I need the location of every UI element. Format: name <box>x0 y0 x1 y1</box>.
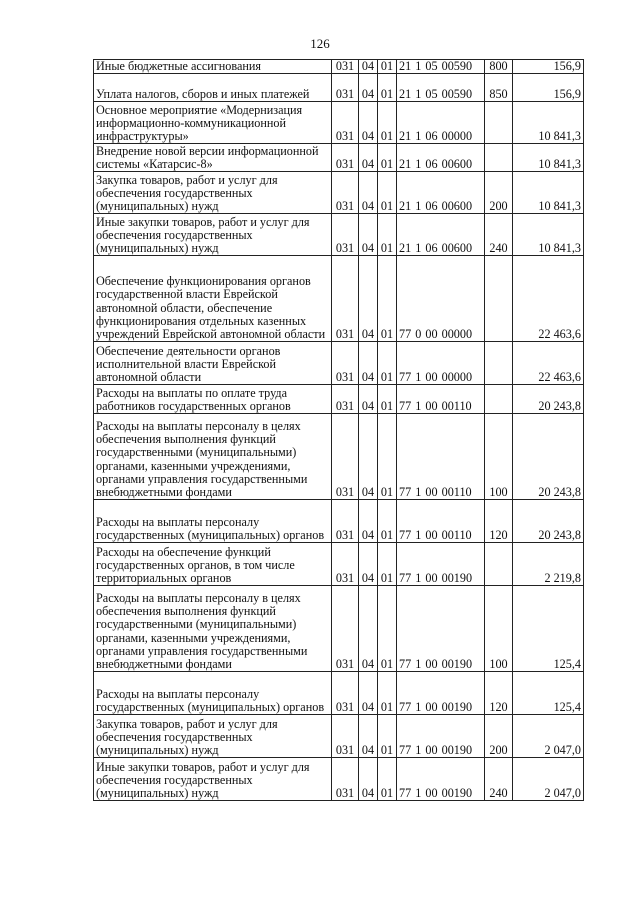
row-expense-type-code: 800 <box>485 60 513 74</box>
row-subsection-code: 01 <box>378 672 397 715</box>
row-target-code: 77 1 00 00190 <box>397 543 485 586</box>
row-target-code: 77 1 00 00110 <box>397 385 485 414</box>
row-expense-type-code <box>485 543 513 586</box>
table-row <box>94 342 584 385</box>
row-amount: 22 463,6 <box>513 256 584 342</box>
row-description: Расходы на обеспечение функций государственных органов, в том числе территориальных органов <box>94 543 332 586</box>
row-amount: 10 841,3 <box>513 102 584 144</box>
row-amount: 10 841,3 <box>513 172 584 214</box>
row-amount: 20 243,8 <box>513 414 584 500</box>
row-ministry-code: 031 <box>332 74 359 102</box>
row-subsection-code: 01 <box>378 102 397 144</box>
row-section-code: 04 <box>359 758 378 801</box>
row-amount: 10 841,3 <box>513 144 584 172</box>
row-target-code: 77 1 00 00110 <box>397 414 485 500</box>
row-section-code: 04 <box>359 586 378 672</box>
row-subsection-code: 01 <box>378 414 397 500</box>
row-ministry-code: 031 <box>332 715 359 758</box>
table-row <box>94 60 584 74</box>
row-expense-type-code <box>485 385 513 414</box>
row-section-code: 04 <box>359 414 378 500</box>
row-expense-type-code: 200 <box>485 715 513 758</box>
row-expense-type-code: 120 <box>485 500 513 543</box>
row-expense-type-code: 850 <box>485 74 513 102</box>
row-amount: 125,4 <box>513 672 584 715</box>
row-subsection-code: 01 <box>378 60 397 74</box>
row-description: Иные закупки товаров, работ и услуг для обеспечения государственных (муниципальных) нужд <box>94 214 332 256</box>
row-description: Основное мероприятие «Модернизация информационно-коммуникационной инфраструктуры» <box>94 102 332 144</box>
row-target-code: 77 1 00 00190 <box>397 715 485 758</box>
row-section-code: 04 <box>359 543 378 586</box>
row-subsection-code: 01 <box>378 74 397 102</box>
row-amount: 156,9 <box>513 74 584 102</box>
row-expense-type-code: 200 <box>485 172 513 214</box>
row-amount: 2 047,0 <box>513 758 584 801</box>
table-row <box>94 172 584 214</box>
row-section-code: 04 <box>359 74 378 102</box>
row-section-code: 04 <box>359 172 378 214</box>
budget-table <box>93 59 584 801</box>
table-row <box>94 74 584 102</box>
row-subsection-code: 01 <box>378 543 397 586</box>
row-expense-type-code: 100 <box>485 586 513 672</box>
row-description: Иные закупки товаров, работ и услуг для обеспечения государственных (муниципальных) нужд <box>94 758 332 801</box>
row-description: Расходы на выплаты персоналу в целях обеспечения выполнения функций государственными (муниципальными) органами, казенными учреждениями, органами управления государственными внебюджетными фондами <box>94 586 332 672</box>
row-ministry-code: 031 <box>332 172 359 214</box>
row-target-code: 77 1 00 00190 <box>397 586 485 672</box>
row-target-code: 77 1 00 00000 <box>397 342 485 385</box>
table-row <box>94 214 584 256</box>
row-description: Обеспечение деятельности органов исполнительной власти Еврейской автономной области <box>94 342 332 385</box>
row-section-code: 04 <box>359 342 378 385</box>
table-row <box>94 500 584 543</box>
row-ministry-code: 031 <box>332 543 359 586</box>
row-target-code: 77 1 00 00190 <box>397 758 485 801</box>
table-row <box>94 543 584 586</box>
row-section-code: 04 <box>359 715 378 758</box>
row-ministry-code: 031 <box>332 500 359 543</box>
row-target-code: 21 1 06 00000 <box>397 102 485 144</box>
row-subsection-code: 01 <box>378 256 397 342</box>
table-row <box>94 672 584 715</box>
row-section-code: 04 <box>359 385 378 414</box>
table-row <box>94 414 584 500</box>
row-section-code: 04 <box>359 144 378 172</box>
row-description: Расходы на выплаты по оплате труда работников государственных органов <box>94 385 332 414</box>
row-description: Внедрение новой версии информационной системы «Катарсис-8» <box>94 144 332 172</box>
row-target-code: 77 0 00 00000 <box>397 256 485 342</box>
row-description: Закупка товаров, работ и услуг для обеспечения государственных (муниципальных) нужд <box>94 715 332 758</box>
page-number: 126 <box>310 36 330 51</box>
table-row <box>94 758 584 801</box>
row-amount: 125,4 <box>513 586 584 672</box>
row-description: Уплата налогов, сборов и иных платежей <box>94 74 332 102</box>
row-section-code: 04 <box>359 60 378 74</box>
row-target-code: 21 1 06 00600 <box>397 144 485 172</box>
row-description: Иные бюджетные ассигнования <box>94 60 332 74</box>
row-subsection-code: 01 <box>378 144 397 172</box>
row-target-code: 77 1 00 00110 <box>397 500 485 543</box>
row-subsection-code: 01 <box>378 172 397 214</box>
row-expense-type-code: 120 <box>485 672 513 715</box>
row-target-code: 21 1 05 00590 <box>397 60 485 74</box>
row-section-code: 04 <box>359 500 378 543</box>
row-amount: 22 463,6 <box>513 342 584 385</box>
row-ministry-code: 031 <box>332 342 359 385</box>
row-section-code: 04 <box>359 214 378 256</box>
row-ministry-code: 031 <box>332 758 359 801</box>
row-expense-type-code: 240 <box>485 758 513 801</box>
row-description: Закупка товаров, работ и услуг для обеспечения государственных (муниципальных) нужд <box>94 172 332 214</box>
row-ministry-code: 031 <box>332 60 359 74</box>
row-subsection-code: 01 <box>378 500 397 543</box>
row-ministry-code: 031 <box>332 102 359 144</box>
table-row <box>94 144 584 172</box>
row-amount: 20 243,8 <box>513 500 584 543</box>
row-subsection-code: 01 <box>378 214 397 256</box>
row-description: Расходы на выплаты персоналу в целях обеспечения выполнения функций государственными (муниципальными) органами, казенными учреждениями, органами управления государственными внебюджетными фондами <box>94 414 332 500</box>
row-description: Расходы на выплаты персоналу государственных (муниципальных) органов <box>94 672 332 715</box>
row-subsection-code: 01 <box>378 385 397 414</box>
row-section-code: 04 <box>359 102 378 144</box>
row-ministry-code: 031 <box>332 414 359 500</box>
row-ministry-code: 031 <box>332 385 359 414</box>
row-amount: 10 841,3 <box>513 214 584 256</box>
row-target-code: 21 1 06 00600 <box>397 172 485 214</box>
row-ministry-code: 031 <box>332 672 359 715</box>
row-amount: 20 243,8 <box>513 385 584 414</box>
row-expense-type-code <box>485 342 513 385</box>
row-subsection-code: 01 <box>378 342 397 385</box>
row-description: Расходы на выплаты персоналу государственных (муниципальных) органов <box>94 500 332 543</box>
table-row <box>94 102 584 144</box>
table-row <box>94 715 584 758</box>
table-row <box>94 586 584 672</box>
row-ministry-code: 031 <box>332 586 359 672</box>
row-expense-type-code: 100 <box>485 414 513 500</box>
row-ministry-code: 031 <box>332 256 359 342</box>
row-amount: 2 219,8 <box>513 543 584 586</box>
row-target-code: 77 1 00 00190 <box>397 672 485 715</box>
row-section-code: 04 <box>359 672 378 715</box>
row-amount: 2 047,0 <box>513 715 584 758</box>
row-description: Обеспечение функционирования органов государственной власти Еврейской автономной области, обеспечение функционирования отдельных казенных учреждений Еврейской автономной области <box>94 256 332 342</box>
row-target-code: 21 1 06 00600 <box>397 214 485 256</box>
row-target-code: 21 1 05 00590 <box>397 74 485 102</box>
row-expense-type-code <box>485 102 513 144</box>
row-subsection-code: 01 <box>378 586 397 672</box>
row-expense-type-code <box>485 256 513 342</box>
row-subsection-code: 01 <box>378 758 397 801</box>
row-subsection-code: 01 <box>378 715 397 758</box>
row-expense-type-code: 240 <box>485 214 513 256</box>
row-ministry-code: 031 <box>332 144 359 172</box>
table-row <box>94 385 584 414</box>
row-amount: 156,9 <box>513 60 584 74</box>
row-section-code: 04 <box>359 256 378 342</box>
row-expense-type-code <box>485 144 513 172</box>
table-row <box>94 256 584 342</box>
row-ministry-code: 031 <box>332 214 359 256</box>
